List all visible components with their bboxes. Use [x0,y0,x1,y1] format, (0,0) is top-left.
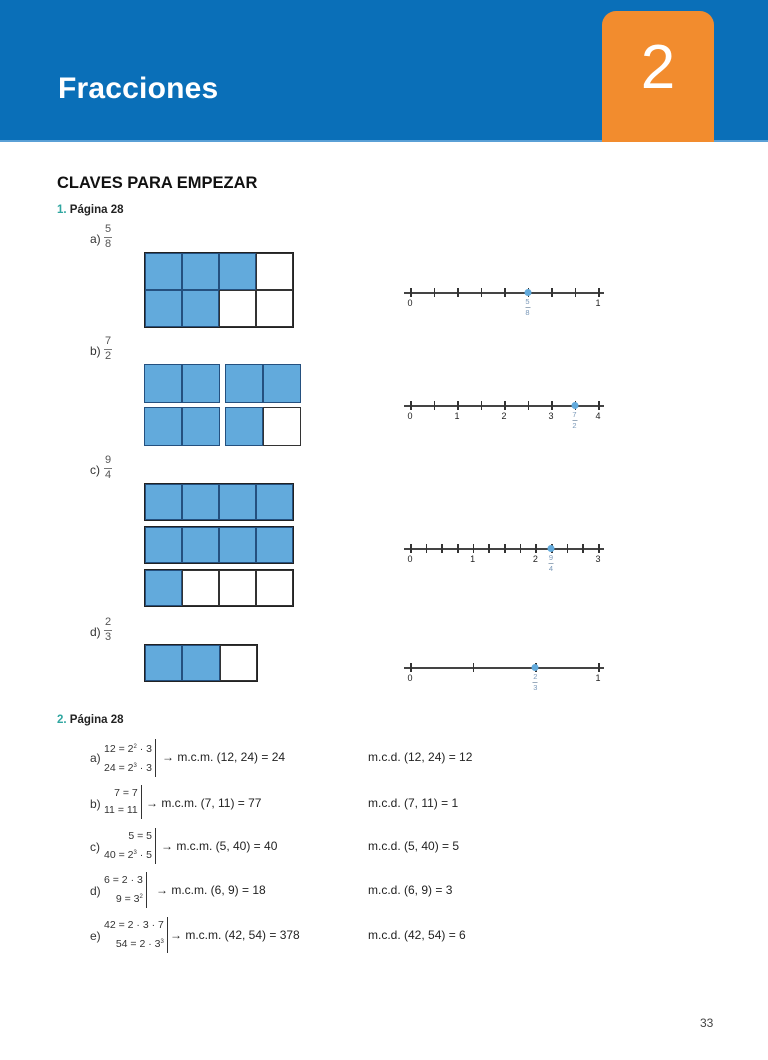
gcd-result: m.c.d. (7, 11) = 1 [368,796,459,810]
exercise-number: 1. [57,204,67,216]
item-label: c) [90,840,100,854]
tick-mark [457,288,459,297]
item-label: e) [90,929,101,943]
point-label: 5 8 [525,297,530,317]
tick-mark [481,288,483,297]
lcm-gcd-row-e [90,917,690,957]
exercise-2-heading [57,714,124,726]
lcm-gcd-row-c [90,828,690,868]
factorization-line: 6 = 2 · 3 [104,874,143,886]
prime-factorization [104,785,142,819]
factorization-line: 7 = 7 [114,787,138,799]
item-b-label: b) [90,344,101,358]
tick-mark [504,401,506,410]
shaded-cell [145,570,182,606]
numerator: 5 [104,223,112,235]
lcm-gcd-row-d [90,872,690,912]
fraction-grid [144,252,294,328]
tick-mark [575,288,577,297]
tick-mark [598,401,600,410]
empty-cell [219,290,256,327]
chapter-title: Fracciones [58,72,219,105]
lcm-result: → m.c.m. (12, 24) = 24 [162,750,286,764]
fraction-point [532,664,539,671]
fraction-grid [144,483,294,521]
denominator: 8 [104,237,112,250]
item-d-label: d) [90,625,101,639]
gcd-result: m.c.d. (6, 9) = 3 [368,883,453,897]
point-label: 9 4 [548,553,554,573]
tick-mark [551,288,553,297]
tick-mark [426,544,428,553]
gcd-result: m.c.d. (5, 40) = 5 [368,839,460,853]
chapter-number: 2 [640,33,676,102]
shaded-cell [144,407,182,446]
prime-factorization [104,917,168,953]
tick-mark [434,288,436,297]
prime-factorization [104,828,156,864]
tick-mark [504,544,506,553]
number-line-c [404,543,604,573]
fraction-b [104,336,112,362]
empty-cell [263,407,301,446]
denominator: 3 [104,630,112,643]
tick-mark [535,544,537,553]
tick-label: 2 [501,411,507,421]
denominator: 4 [104,468,112,481]
shaded-cell [225,407,263,446]
point-label: 7 2 [572,410,577,430]
prime-factorization [104,872,147,908]
tick-mark [567,544,569,553]
empty-cell [219,570,256,606]
tick-mark [410,288,412,297]
fraction-grid [144,526,294,564]
shaded-cell [182,290,219,327]
tick-mark [410,663,412,672]
tick-mark [504,288,506,297]
tick-label: 4 [595,411,601,421]
chapter-number-tab [602,11,714,142]
tick-mark [434,401,436,410]
shaded-cell [256,527,293,563]
empty-cell [220,645,257,681]
denominator: 2 [104,349,112,362]
exercise-number: 2. [57,714,67,726]
tick-mark [528,401,530,410]
factorization-line: $40 = 2^3 \cdot 5$ [104,849,153,861]
shaded-cell [145,253,182,290]
tick-mark [520,544,522,553]
tick-label: 1 [595,298,601,308]
tick-mark [481,401,483,410]
item-label: b) [90,797,101,811]
factorization-line: 42 = 2 · 3 · 7 [104,919,164,931]
tick-mark [410,401,412,410]
exercise-1-heading [57,204,124,216]
lcm-gcd-row-a [90,739,690,779]
gcd-result: m.c.d. (12, 24) = 12 [368,750,473,764]
tick-mark [410,544,412,553]
shaded-cell [219,253,256,290]
tick-label: 1 [470,554,476,564]
shaded-cell [145,484,182,520]
fraction-grid [144,364,220,446]
exercise-page-ref: Página 28 [69,204,124,216]
fraction-grid [144,644,258,682]
fraction-point [548,545,555,552]
factorization-line: 5 = 5 [128,830,153,842]
fraction-point [571,402,578,409]
fraction-point [524,289,531,296]
empty-cell [256,570,293,606]
fraction-a [104,224,112,250]
shaded-cell [182,253,219,290]
axis-line [404,667,604,669]
factorization-line: $54 = 2 \cdot 3^3$ [115,938,164,950]
shaded-cell [219,484,256,520]
shaded-cell [145,527,182,563]
fraction-grid [225,364,301,446]
number-line-a [404,287,604,317]
fraction-c [104,455,112,481]
section-title: CLAVES PARA EMPEZAR [57,174,258,192]
shaded-cell [182,527,219,563]
factorization-line: $12 = 2^2 \cdot 3$ [104,743,153,755]
shaded-cell [145,645,182,681]
point-label: 2 3 [533,672,538,692]
tick-mark [473,663,475,672]
empty-cell [256,253,293,290]
shaded-cell [182,484,219,520]
fraction-d [104,617,112,643]
shaded-cell [144,364,182,403]
fraction-grid [144,569,294,607]
shaded-cell [182,364,220,403]
item-c-label: c) [90,463,100,477]
tick-mark [457,544,459,553]
shaded-cell [145,290,182,327]
tick-label: 3 [595,554,601,564]
tick-label: 0 [407,554,413,564]
shaded-cell [263,364,301,403]
factorization-line: 11 = 11 [104,804,138,816]
tick-mark [598,288,600,297]
numerator: 7 [104,335,112,347]
tick-label: 2 [532,554,538,564]
lcm-result: → m.c.m. (42, 54) = 378 [170,928,300,942]
tick-mark [473,544,475,553]
tick-mark [598,544,600,553]
tick-label: 1 [454,411,460,421]
factorization-line: $24 = 2^3 \cdot 3$ [104,762,153,774]
item-label: d) [90,884,101,898]
numerator: 9 [104,454,112,466]
shaded-cell [182,645,219,681]
item-label: a) [90,751,101,765]
item-a-label: a) [90,232,101,246]
lcm-result: → m.c.m. (7, 11) = 77 [146,796,262,810]
numerator: 2 [104,616,112,628]
shaded-cell [225,364,263,403]
page-number: 33 [700,1016,714,1030]
tick-label: 0 [407,298,413,308]
shaded-cell [219,527,256,563]
empty-cell [182,570,219,606]
tick-mark [457,401,459,410]
lcm-result: → m.c.m. (5, 40) = 40 [161,839,278,853]
number-line-b [404,400,604,430]
shaded-cell [256,484,293,520]
lcm-result: → m.c.m. (6, 9) = 18 [156,883,266,897]
prime-factorization [104,739,156,777]
tick-mark [582,544,584,553]
gcd-result: m.c.d. (42, 54) = 6 [368,928,466,942]
tick-mark [441,544,443,553]
tick-label: 3 [548,411,554,421]
tick-mark [598,663,600,672]
factorization-line: $9 = 3^2$ [115,893,143,905]
shaded-cell [182,407,220,446]
tick-mark [551,401,553,410]
tick-mark [488,544,490,553]
exercise-page-ref: Página 28 [69,714,124,726]
tick-label: 0 [407,411,413,421]
tick-label: 0 [407,673,413,683]
empty-cell [256,290,293,327]
lcm-gcd-row-b [90,785,690,825]
tick-label: 1 [595,673,601,683]
number-line-d [404,662,604,692]
